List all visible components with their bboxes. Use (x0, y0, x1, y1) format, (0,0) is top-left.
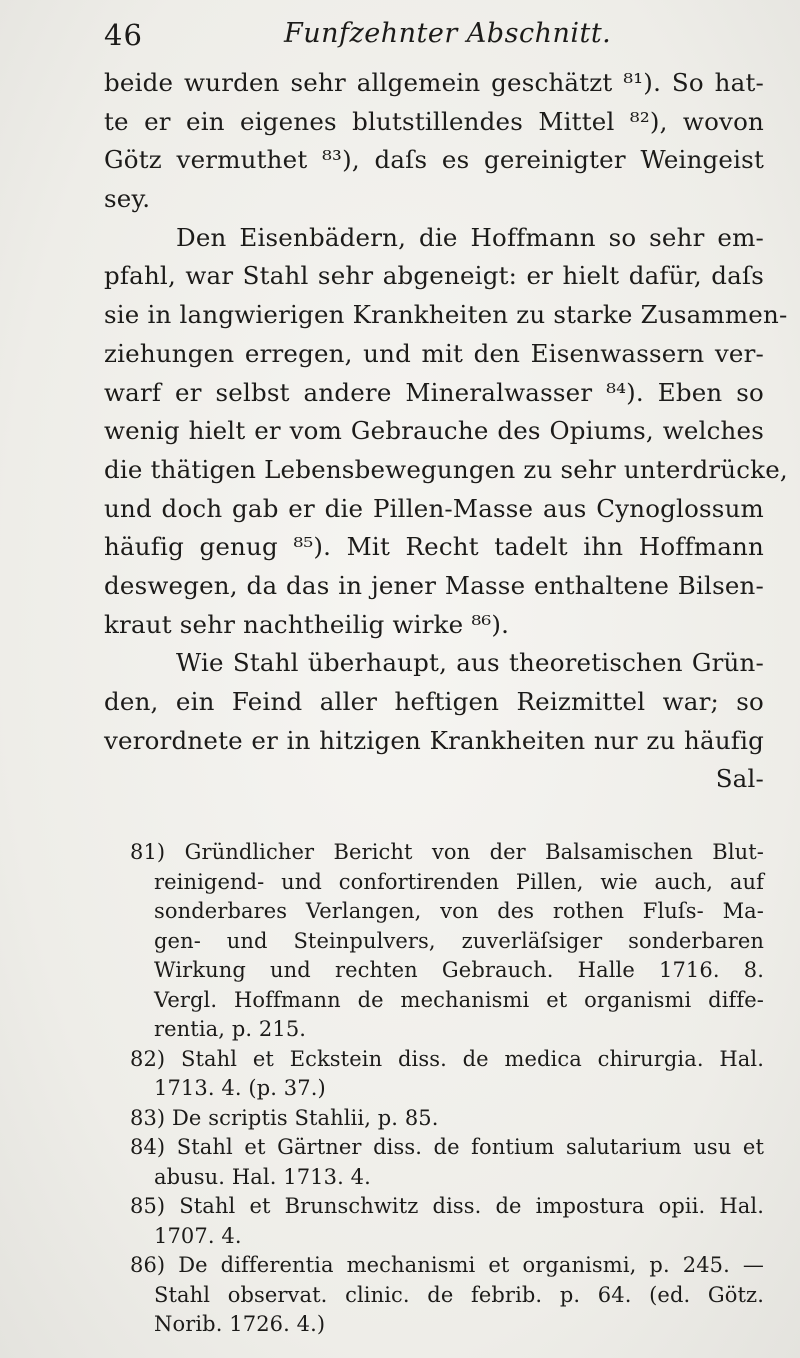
text-line: warf er selbst andere Mineralwasser ⁸⁴). Eben so (104, 377, 764, 407)
paragraph-start-line: Den Eisenbädern, die Hoffmann so sehr em- (176, 222, 764, 252)
footnote-line: 84) Stahl et Gärtner diss. de fontium salutarium usu et (130, 1135, 764, 1159)
footnote-line: 1707. 4. (154, 1223, 242, 1248)
footnote-line: sonderbares Verlangen, von des rothen Fluſs- Ma- (154, 899, 764, 923)
page-number: 46 (104, 18, 143, 52)
footnote-line: 1713. 4. (p. 37.) (154, 1076, 326, 1100)
page-header (104, 12, 764, 56)
footnote-line: gen- und Steinpulvers, zuverläſsiger sonderbaren (154, 928, 764, 953)
text-line: die thätigen Lebensbewegungen zu sehr unterdrücke, (104, 454, 788, 484)
text-line: deswegen, da das in jener Masse enthaltene Bilsen- (104, 570, 764, 600)
text-line: verordnete er in hitzigen Krankheiten nur zu häufig (104, 725, 764, 755)
footnote-line: 83) De scriptis Stahlii, p. 85. (130, 1105, 439, 1130)
footnotes (130, 838, 764, 1340)
text-line: wenig hielt er vom Gebrauche des Opiums, welches (104, 416, 764, 446)
text-line: ziehungen erregen, und mit den Eisenwassern ver- (104, 338, 764, 368)
footnote-line: Wirkung und rechten Gebrauch. Halle 1716. 8. (154, 958, 764, 982)
footnote-line: 82) Stahl et Eckstein diss. de medica chirurgia. Hal. (130, 1046, 764, 1071)
footnote-line: rentia, p. 215. (154, 1017, 307, 1041)
body-text (104, 64, 788, 799)
text-line: sie in langwierigen Krankheiten zu starke Zusammen- (104, 300, 788, 330)
footnote-line: 86) De differentia mechanismi et organismi, p. 245. — (130, 1253, 764, 1277)
footnote-line: Norib. 1726. 4.) (154, 1312, 326, 1336)
text-line: pfahl, war Stahl sehr abgeneigt: er hielt dafür, daſs (104, 261, 764, 291)
text-line: den, ein Feind aller heftigen Reizmittel war; so (104, 687, 764, 716)
text-line: te er ein eigenes blutstillendes Mittel ⁸²), wovon (104, 106, 764, 136)
catchword: Sal- (715, 764, 764, 794)
footnote-line: abusu. Hal. 1713. 4. (154, 1164, 371, 1189)
text-line: sey. (104, 184, 151, 214)
text-line: kraut sehr nachtheilig wirke ⁸⁶). (104, 609, 510, 639)
footnote-line: Vergl. Hoffmann de mechanismi et organismi diffe- (154, 987, 764, 1012)
running-head: Funfzehnter Abschnitt. (284, 18, 612, 49)
footnote-line: Stahl observat. clinic. de febrib. p. 64. (ed. Götz. (154, 1282, 764, 1307)
footnote-line: 81) Gründlicher Bericht von der Balsamischen Blut- (130, 840, 764, 864)
text-line: häufig genug ⁸⁵). Mit Recht tadelt ihn Hoffmann (104, 532, 764, 562)
paragraph-start-line: Wie Stahl überhaupt, aus theoretischen Grün- (176, 648, 764, 678)
text-line: beide wurden sehr allgemein geschätzt ⁸¹). So hat- (104, 68, 764, 97)
footnote-line: reinigend- und confortirenden Pillen, wie auch, auf (154, 869, 764, 894)
text-line: Götz vermuthet ⁸³), daſs es gereinigter Weingeist (104, 145, 764, 175)
text-line: und doch gab er die Pillen-Masse aus Cynoglossum (104, 493, 764, 523)
footnote-line: 85) Stahl et Brunschwitz diss. de impostura opii. Hal. (130, 1194, 764, 1218)
